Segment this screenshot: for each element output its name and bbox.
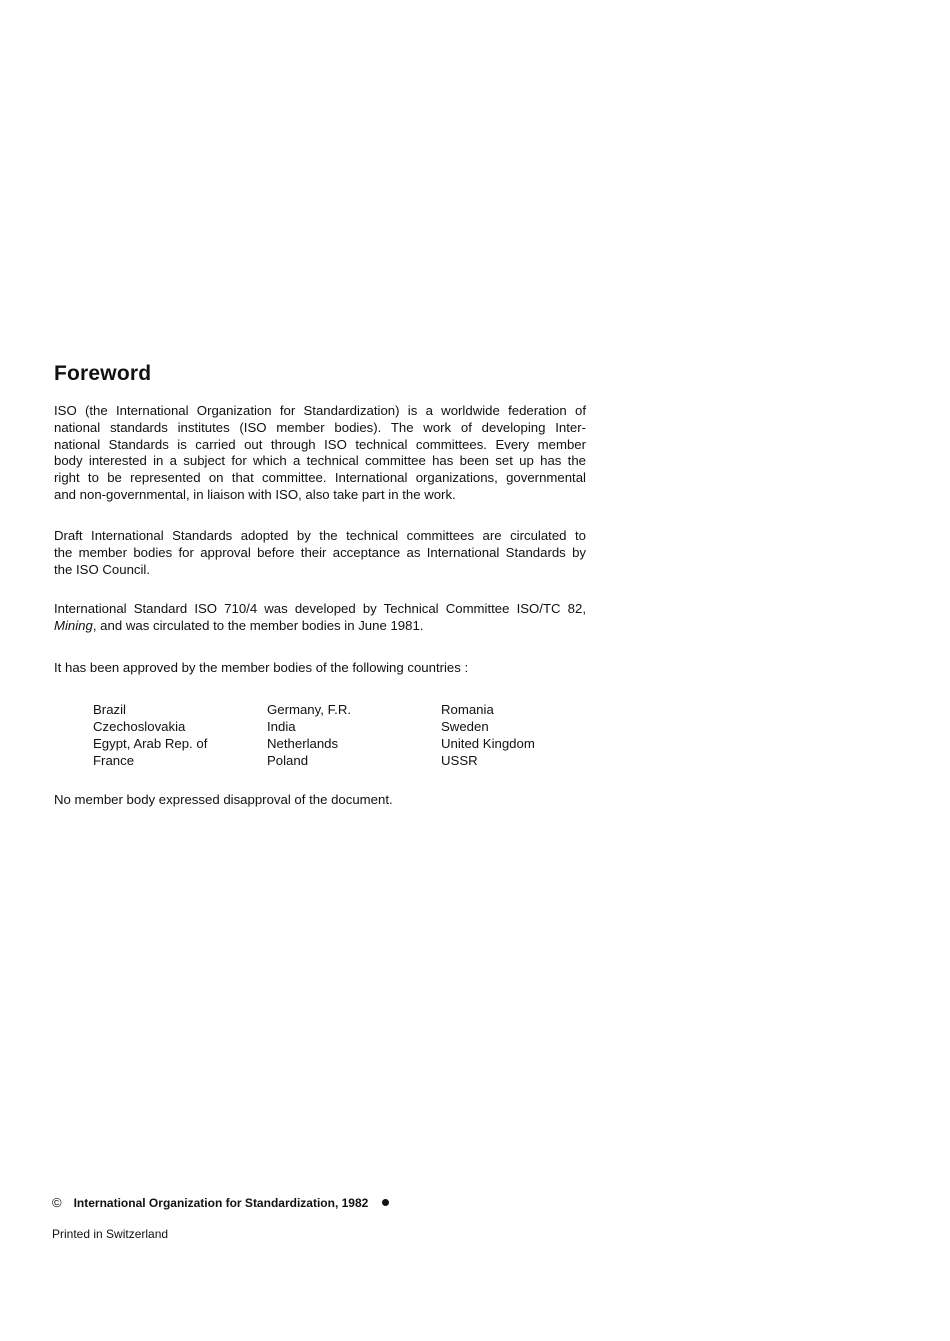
paragraph-line: national Standards is carried out through ISO technical committees. Every member <box>54 436 586 452</box>
paragraph-iso-intro <box>54 403 586 504</box>
country-name: United Kingdom <box>441 736 535 751</box>
bullet-icon <box>382 1199 389 1206</box>
paragraph-line: national standards institutes (ISO member bodies). The work of developing Inter- <box>54 419 586 435</box>
country-name: France <box>93 753 135 768</box>
country-name: Germany, F.R. <box>267 702 352 717</box>
country-column <box>267 701 441 769</box>
copyright-icon: © <box>52 1195 62 1210</box>
paragraph-no-disapproval: No member body expressed disapproval of the document. <box>54 792 393 807</box>
paragraph-line: and non-governmental, in liaison with ISO, also take part in the work. <box>54 486 456 502</box>
paragraph-line: the member bodies for approval before their acceptance as International Standards by <box>54 544 586 560</box>
paragraph-line <box>54 618 586 635</box>
paragraph-line: right to be represented on that committee. International organizations, governmental <box>54 470 586 486</box>
country-name: India <box>267 719 296 734</box>
paragraph-approval: It has been approved by the member bodies of the following countries : <box>54 660 469 675</box>
country-column <box>93 701 267 769</box>
printed-note: Printed in Switzerland <box>52 1227 169 1241</box>
country-name: USSR <box>441 753 478 768</box>
committee-title: Mining <box>54 617 93 633</box>
copyright-text: International Organization for Standardization, 1982 <box>73 1195 369 1210</box>
country-column <box>441 701 601 769</box>
country-name: Netherlands <box>267 736 339 751</box>
paragraph-line: the ISO Council. <box>54 561 151 577</box>
country-list <box>93 701 601 769</box>
country-name: Czechoslovakia <box>93 719 186 734</box>
country-name: Sweden <box>441 719 489 734</box>
paragraph-line: body interested in a subject for which a technical committee has been set up has the <box>54 453 586 469</box>
paragraph-standard-development <box>54 601 586 635</box>
country-name: Romania <box>441 702 494 717</box>
country-name: Poland <box>267 753 309 768</box>
country-name: Brazil <box>93 702 126 717</box>
page-title: Foreword <box>54 362 152 385</box>
paragraph-line: Draft International Standards adopted by the technical committees are circulated to <box>54 528 586 543</box>
paragraph-draft-standards <box>54 528 586 578</box>
paragraph-line: International Standard ISO 710/4 was developed by Technical Committee ISO/TC 82, <box>54 601 586 616</box>
country-name: Egypt, Arab Rep. of <box>93 736 208 751</box>
copyright-line <box>52 1195 389 1210</box>
paragraph-line-rest: , and was circulated to the member bodies in June 1981. <box>92 617 424 633</box>
paragraph-line: ISO (the International Organization for Standardization) is a worldwide federation of <box>54 403 586 418</box>
